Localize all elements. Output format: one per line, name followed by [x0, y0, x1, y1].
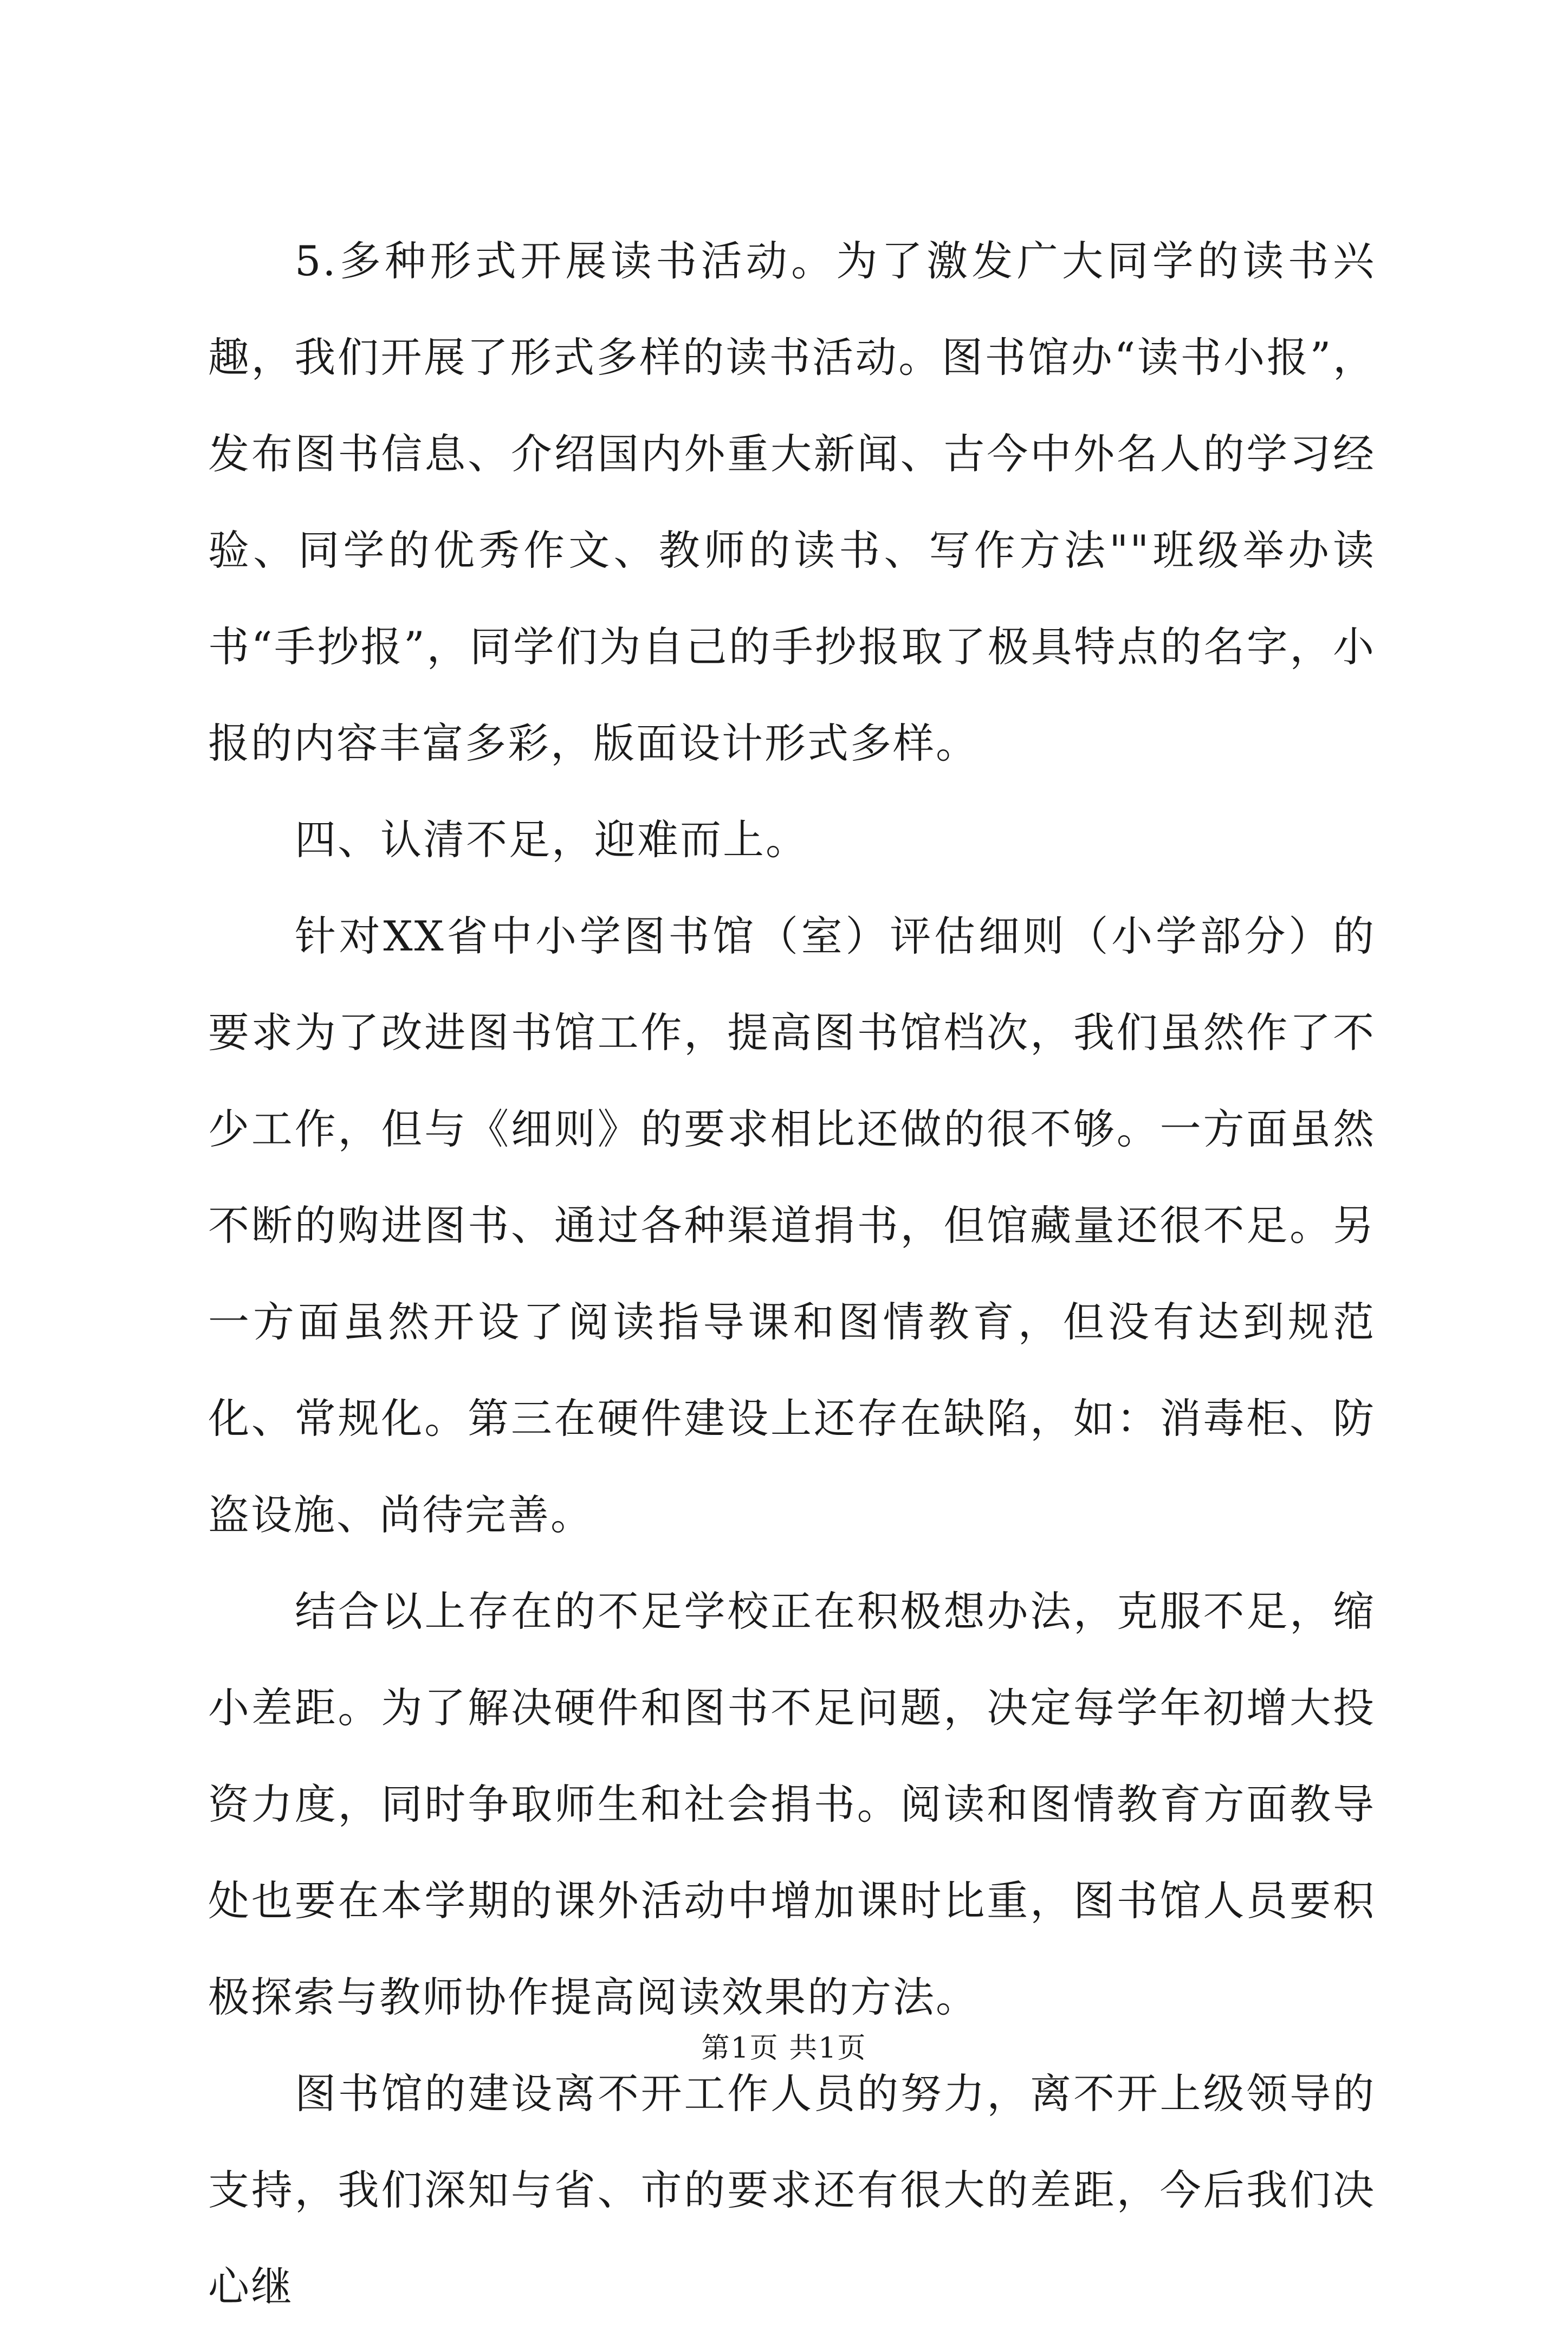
document-body: [208, 213, 1376, 2335]
paragraph-evaluation-gaps: 针对XX省中小学图书馆（室）评估细则（小学部分）的要求为了改进图书馆工作，提高图书馆档次，我们虽然作了不少工作，但与《细则》的要求相比还做的很不够。一方面虽然不断的购进图书、通过各种渠道捐书，但馆藏量还很不足。另一方面虽然开设了阅读指导课和图情教育，但没有达到规范化、常规化。第三在硬件建设上还存在缺陷，如：消毒柜、防盗设施、尚待完善。: [208, 912, 1376, 1539]
paragraph-improvement-measures: 结合以上存在的不足学校正在积极想办法，克服不足，缩小差距。为了解决硬件和图书不足问题，决定每学年初增大投资力度，同时争取师生和社会捐书。阅读和图情教育方面教导处也要在本学期的课外活动中增加课时比重，图书馆人员要积极探索与教师协作提高阅读效果的方法。: [208, 1587, 1376, 2021]
paragraph-library-construction: 图书馆的建设离不开工作人员的努力，离不开上级领导的支持，我们深知与省、市的要求还有很大的差距，今后我们决心继: [208, 2069, 1376, 2311]
page-footer: 第1页 共1页: [701, 2032, 867, 2065]
section-heading-shortcomings: 四、认清不足，迎难而上。: [295, 816, 808, 864]
paragraph-reading-activities: 5.多种形式开展读书活动。为了激发广大同学的读书兴趣，我们开展了形式多样的读书活动。图书馆办“读书小报”，发布图书信息、介绍国内外重大新闻、古今中外名人的学习经验、同学的优秀作文、教师的读书、写作方法""班级举办读书“手抄报”，同学们为自己的手抄报取了极具特点的名字，小报的内容丰富多彩，版面设计形式多样。: [208, 237, 1376, 767]
